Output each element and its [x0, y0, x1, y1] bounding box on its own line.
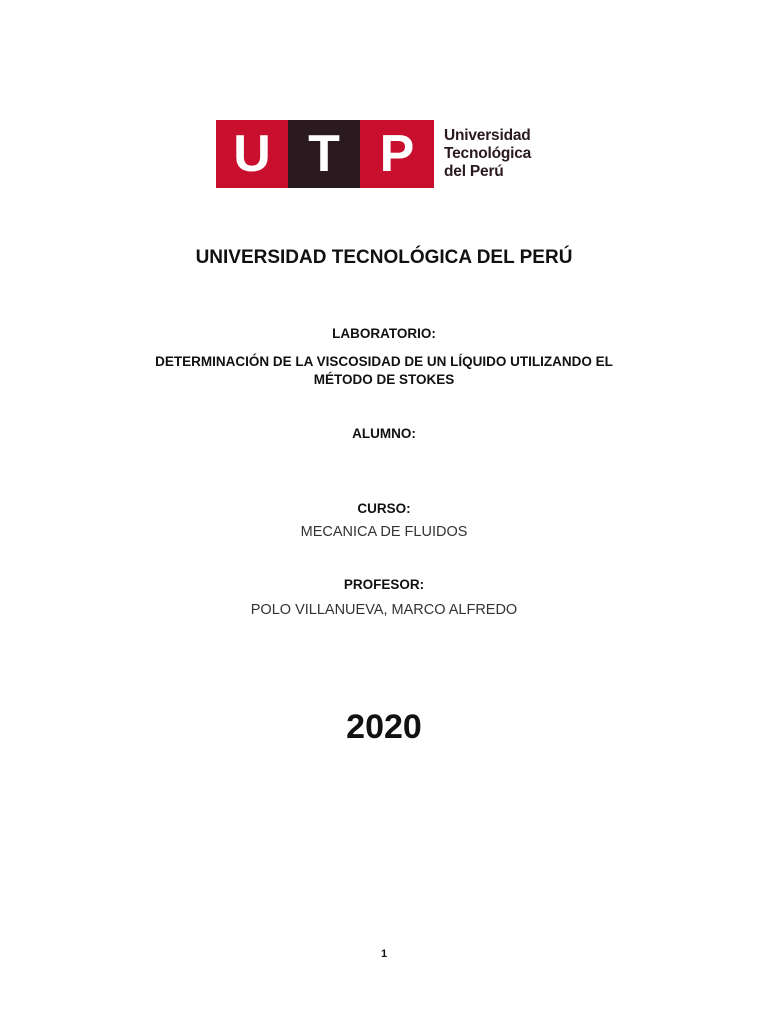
logo-text-line-2: Tecnológica: [444, 145, 532, 162]
logo-text-line-3: del Perú: [444, 163, 504, 180]
logo-letter-t: T: [288, 120, 360, 188]
year: 2020: [346, 708, 422, 746]
logo-letter-u: U: [216, 120, 288, 188]
logo-text-line-1: Universidad: [444, 127, 531, 144]
page-number: 1: [380, 948, 388, 960]
profesor-value: POLO VILLANUEVA, MARCO ALFREDO: [250, 602, 518, 618]
logo-wordmark: [444, 120, 531, 188]
curso-label: CURSO:: [357, 501, 411, 516]
university-title: UNIVERSIDAD TECNOLÓGICA DEL PERÚ: [195, 247, 573, 268]
utp-logo: [216, 120, 531, 188]
profesor-label: PROFESOR:: [343, 577, 425, 592]
logo-letter-p: P: [360, 120, 434, 188]
laboratorio-label: LABORATORIO:: [332, 326, 436, 341]
alumno-label: ALUMNO:: [352, 426, 416, 441]
curso-value: MECANICA DE FLUIDOS: [300, 524, 468, 540]
laboratorio-subject-line-1: DETERMINACIÓN DE LA VISCOSIDAD DE UN LÍQUIDO UTILIZANDO EL: [155, 354, 613, 369]
laboratorio-subject-line-2: MÉTODO DE STOKES: [313, 372, 455, 387]
